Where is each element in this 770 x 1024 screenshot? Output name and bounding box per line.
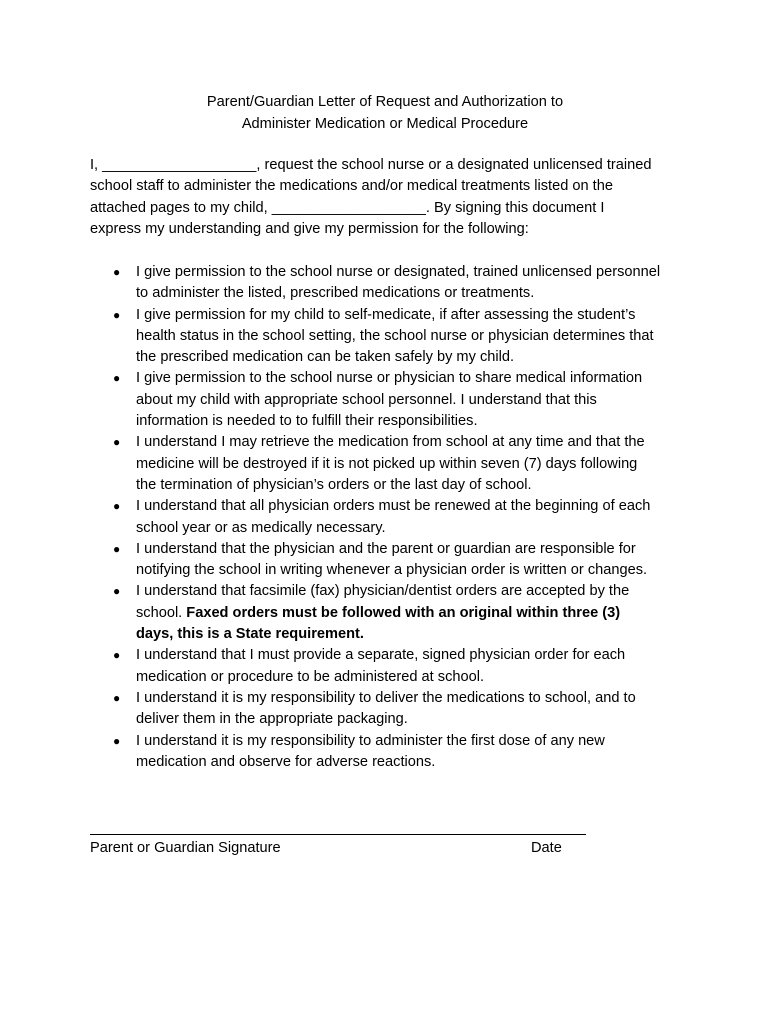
- bullet-icon: ●: [113, 690, 121, 705]
- list-item-line: health status in the school setting, the school nurse or physician determines that: [136, 327, 654, 344]
- list-item: [0, 432, 660, 496]
- list-item-line: I understand it is my responsibility to deliver the medications to school, and to: [136, 689, 636, 706]
- signature-line: [90, 834, 586, 835]
- list-item-line: medication and observe for adverse reactions.: [136, 753, 436, 770]
- intro-line: school staff to administer the medications and/or medical treatments listed on the: [90, 178, 613, 195]
- list-item-line: I understand I may retrieve the medication from school at any time and that the: [136, 434, 645, 451]
- title-line: Administer Medication or Medical Procedure: [241, 116, 529, 132]
- list-item-line: about my child with appropriate school personnel. I understand that this: [136, 391, 597, 408]
- list-item-line: I understand that facsimile (fax) physician/dentist orders are accepted by the: [136, 583, 630, 600]
- document-title: [0, 91, 770, 135]
- intro-line: express my understanding and give my permission for the following:: [90, 220, 529, 237]
- bullet-icon: ●: [113, 307, 121, 322]
- bullet-icon: ●: [113, 499, 121, 514]
- list-item-line: I give permission to the school nurse or physician to share medical information: [136, 370, 643, 387]
- list-item-line: medication or procedure to be administered at school.: [136, 668, 485, 685]
- bullet-icon: ●: [113, 265, 121, 279]
- bullet-icon: ●: [113, 435, 121, 450]
- list-item: [0, 731, 660, 774]
- list-item-line: I give permission to the school nurse or designated, trained unlicensed personnel: [136, 264, 661, 280]
- intro-line: I, ___________________, request the school nurse or a designated unlicensed trained: [90, 157, 652, 173]
- bullet-icon: ●: [113, 648, 121, 663]
- list-item: [0, 688, 660, 731]
- list-item-line: the prescribed medication can be taken safely by my child.: [136, 349, 515, 366]
- list-item-text: school.: [136, 604, 187, 621]
- list-item-bold-line: days, this is a State requirement.: [136, 626, 364, 643]
- list-item-line: medicine will be destroyed if it is not picked up within seven (7) days following: [136, 455, 638, 472]
- list-item-line: information is needed to to fulfill their responsibilities.: [136, 413, 478, 430]
- list-item: [0, 645, 660, 688]
- list-item: [0, 581, 660, 645]
- list-item-line: school year or as medically necessary.: [136, 519, 386, 536]
- bullet-icon: ●: [113, 371, 121, 386]
- list-item: [0, 496, 660, 539]
- list-item-line: deliver them in the appropriate packaging.: [136, 711, 408, 728]
- list-item-line: I give permission for my child to self-medicate, if after assessing the student’s: [136, 306, 636, 323]
- list-item-line: I understand that all physician orders must be renewed at the beginning of each: [136, 498, 651, 515]
- permissions-list: [0, 262, 660, 773]
- title-line: Parent/Guardian Letter of Request and Authorization to: [206, 94, 564, 110]
- list-item: [0, 262, 660, 305]
- list-item: [0, 539, 660, 582]
- list-item: [0, 305, 660, 369]
- signature-label: Parent or Guardian Signature: [90, 840, 281, 856]
- intro-paragraph: [90, 155, 690, 240]
- list-item-line: I understand that the physician and the parent or guardian are responsible for: [136, 540, 636, 557]
- bullet-icon: ●: [113, 584, 121, 599]
- bullet-icon: ●: [113, 541, 121, 556]
- list-item-line: to administer the listed, prescribed medications or treatments.: [136, 285, 535, 302]
- list-item-line: the termination of physician’s orders or the last day of school.: [136, 476, 532, 493]
- list-item: [0, 368, 660, 432]
- list-item-line: notifying the school in writing whenever a physician order is written or changes.: [136, 562, 648, 579]
- intro-line: attached pages to my child, ___________________. By signing this document I: [90, 199, 605, 216]
- list-item-line: [136, 603, 660, 624]
- list-item-bold-text: Faxed orders must be followed with an original within three (3): [186, 604, 621, 621]
- list-item-line: I understand that I must provide a separate, signed physician order for each: [136, 647, 626, 664]
- bullet-icon: ●: [113, 733, 121, 748]
- date-label: Date: [531, 840, 562, 856]
- list-item-line: I understand it is my responsibility to administer the first dose of any new: [136, 732, 605, 749]
